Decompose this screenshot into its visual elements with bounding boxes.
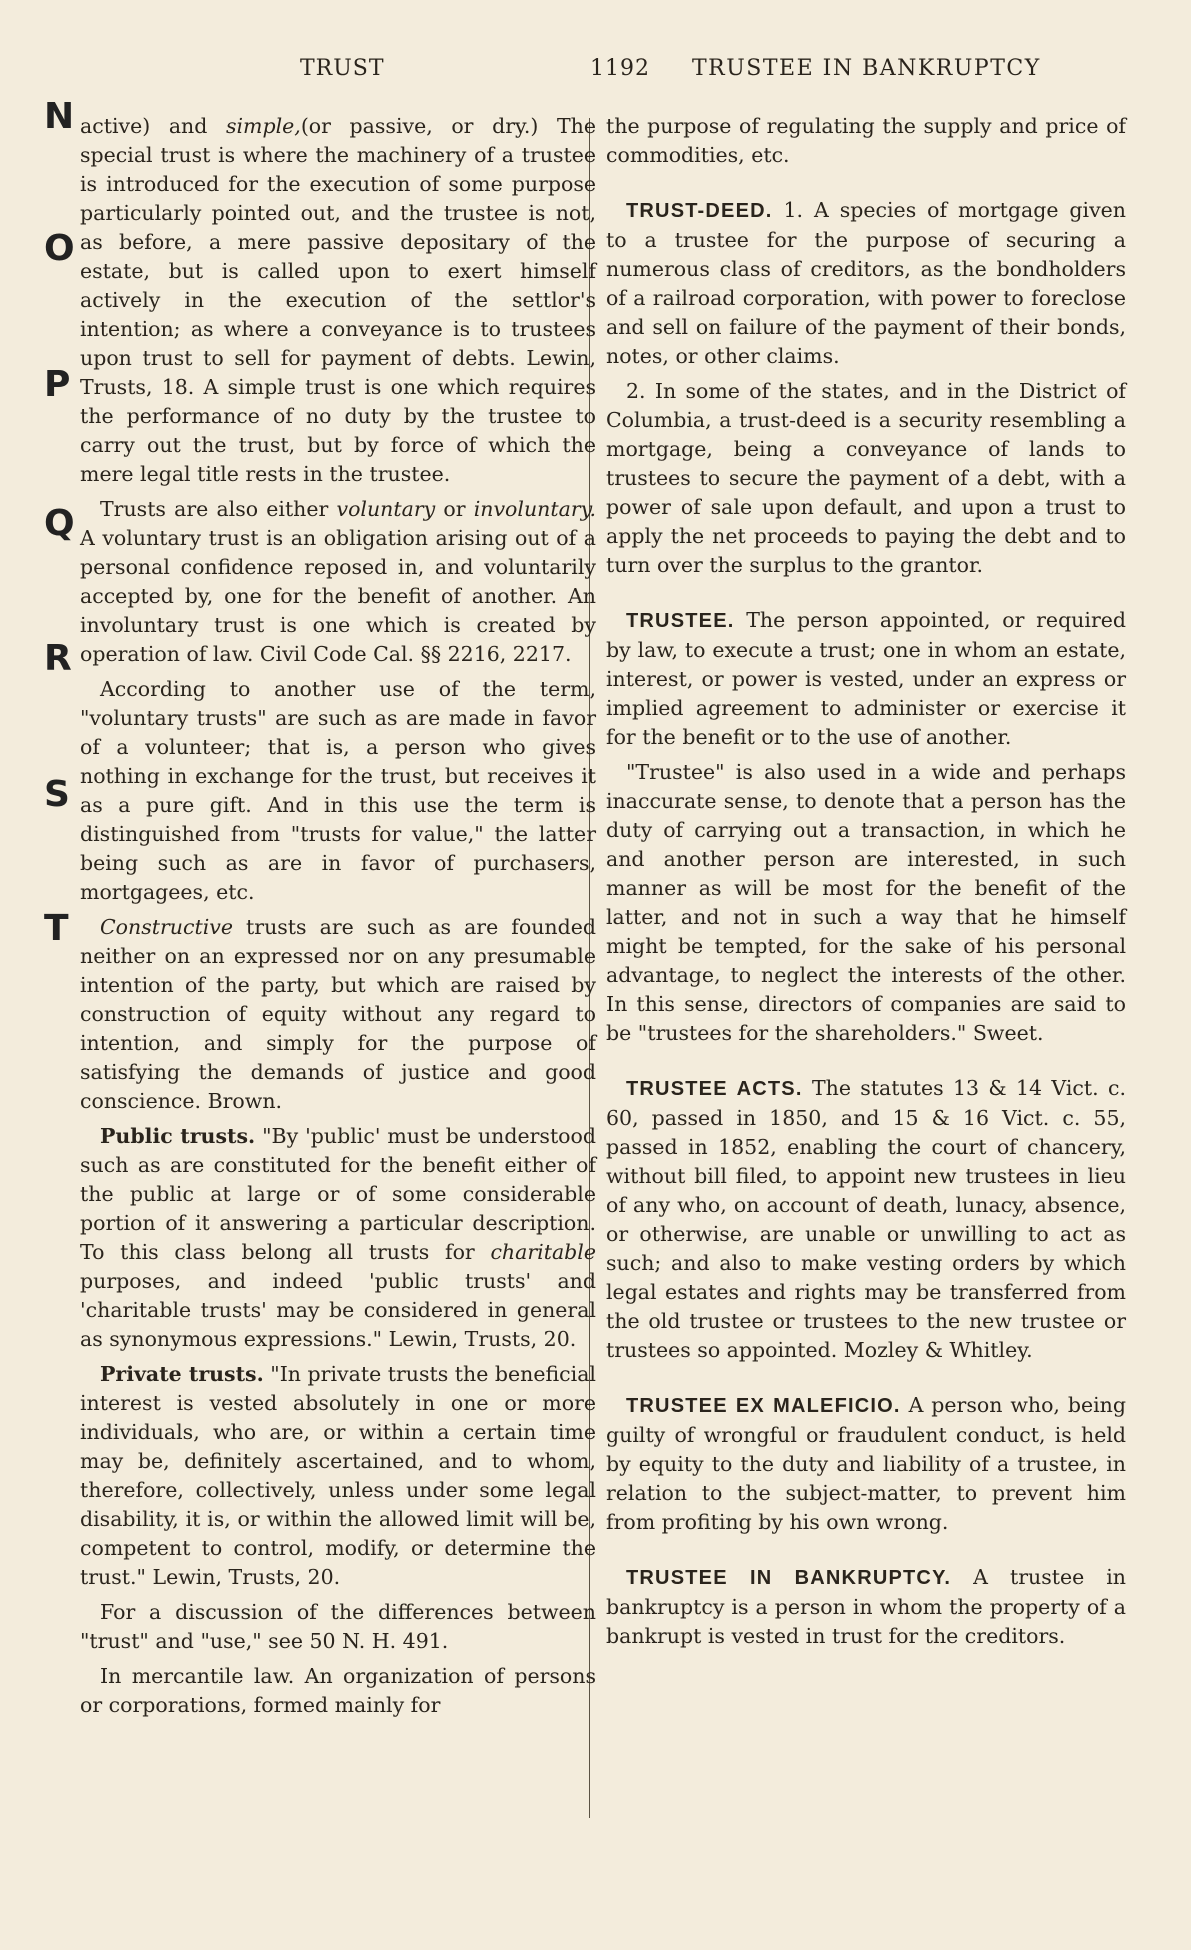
paragraph-constructive-trusts: Constructive trusts are such as are founded neither on an expressed nor on any presumable intention of the party, but which are raised by construction of equity without any regard to intention, and simply for the purpose of satisfying the demands of justice and good conscience. Brown. <box>80 915 596 1113</box>
page-number: 1192 <box>590 56 650 81</box>
headword-trust-deed: TRUST-DEED. <box>626 200 773 222</box>
thumb-index-letter[interactable]: O <box>44 228 75 269</box>
entry-trustee-acts: TRUSTEE ACTS. The statutes 13 & 14 Vict. c. 60, passed in 1850, and 15 & 16 Vict. c. 55, passed in 1852, enabling the court of chancery, without bill filed, to appoint new trustees in lieu of any who, on account of death, lunacy, absence, or otherwise, are unable or unwilling to act as such; and also to make vesting orders by which legal estates and rights may be transferred from the old trustee or trustees to the new trustee or trustees so appointed. Mozley & Whitley. <box>606 1076 1126 1362</box>
paragraph-special-trust: active) and simple,(or passive, or dry.) The special trust is where the machinery of a trustee is introduced for the execution of some purpose particularly pointed out, and the trustee is not, as before, a mere passive depositary of the estate, but is called upon to exert himself actively in the execution of the settlor's intention; as where a conveyance is to trustees upon trust to sell for payment of debts. Lewin, Trusts, 18. A simple trust is one which requires the performance of no duty by the trustee to carry out the trust, but by force of which the mere legal title rests in the trustee. <box>80 114 596 486</box>
headword-trustee-in-bankruptcy: TRUSTEE IN BANKRUPTCY. <box>626 1567 952 1589</box>
paragraph-public-trusts: Public trusts. "By 'public' must be understood such as are constituted for the benefit either of the public at large or of some considerable portion of it answering a particular description. To this class belong all trusts for charitable purposes, and indeed 'public trusts' and 'charitable trusts' may be considered in general as synonymous expressions." Lewin, Trusts, 20. <box>80 1124 596 1351</box>
entry-trust-deed-sense-2: 2. In some of the states, and in the District of Columbia, a trust-deed is a security resembling a mortgage, being a conveyance of lands to trustees to secure the payment of a debt, with a power of sale upon default, and upon a trust to apply the net proceeds to paying the debt and to turn over the surplus to the grantor. <box>606 379 1126 577</box>
header-right-guide-word: TRUSTEE IN BANKRUPTCY <box>692 56 1041 81</box>
subheading-public-trusts: Public trusts. <box>100 1124 256 1148</box>
paragraph-private-trusts: Private trusts. "In private trusts the beneficial interest is vested absolutely in one or more individuals, who are, or within a certain time may be, definitely ascertained, and to whom, therefore, collectively, unless under some legal disability, it is, or within the allowed limit will be, competent to control, modify, or determine the trust." Lewin, Trusts, 20. <box>80 1362 596 1589</box>
paragraph-mercantile-law: In mercantile law. An organization of persons or corporations, formed mainly for <box>80 1664 596 1717</box>
paragraph-volunteer: According to another use of the term, "voluntary trusts" are such as are made in favor of a volunteer; that is, a person who gives nothing in exchange for the trust, but receives it as a pure gift. And in this use the term is distinguished from "trusts for value," the latter being such as are in favor of purchasers, mortgagees, etc. <box>80 677 596 904</box>
page-header <box>0 56 1191 96</box>
thumb-index-letter[interactable]: P <box>44 364 71 405</box>
right-column <box>606 112 1126 1657</box>
paragraph-continuation: the purpose of regulating the supply and price of commodities, etc. <box>606 114 1126 167</box>
thumb-index-letter[interactable]: T <box>44 908 69 949</box>
headword-trustee: TRUSTEE. <box>626 610 735 632</box>
paragraph-voluntary-trusts: Trusts are also either voluntary or involuntary. A voluntary trust is an obligation arising out of a personal confidence reposed in, and voluntarily accepted by, one for the benefit of another. An involuntary trust is one which is created by operation of law. Civil Code Cal. §§ 2216, 2217. <box>80 497 596 666</box>
thumb-index-letter[interactable]: R <box>44 638 72 679</box>
entry-trustee: TRUSTEE. The person appointed, or required by law, to execute a trust; one in whom an estate, interest, or power is vested, under an express or implied agreement to administer or exercise it for the benefit or to the use of another. <box>606 608 1126 749</box>
headword-trustee-acts: TRUSTEE ACTS. <box>626 1078 803 1100</box>
thumb-index-letter[interactable]: S <box>44 774 70 815</box>
header-left-guide-word: TRUST <box>300 56 385 81</box>
left-column <box>80 112 596 1726</box>
subheading-private-trusts: Private trusts. <box>100 1362 264 1386</box>
entry-trustee-sense-2: "Trustee" is also used in a wide and perhaps inaccurate sense, to denote that a person has the duty of carrying out a transaction, in which he and another person are interested, in such manner as will be most for the benefit of the latter, and not in such a way that he himself might be tempted, for the sake of his personal advantage, to neglect the interests of the other. In this sense, directors of companies are said to be "trustees for the shareholders." Sweet. <box>606 760 1126 1045</box>
headword-trustee-ex-maleficio: TRUSTEE EX MALEFICIO. <box>626 1395 901 1417</box>
entry-trustee-in-bankruptcy: TRUSTEE IN BANKRUPTCY. A trustee in bankruptcy is a person in whom the property of a bankrupt is vested in trust for the creditors. <box>606 1565 1126 1648</box>
entry-trustee-ex-maleficio: TRUSTEE EX MALEFICIO. A person who, being guilty of wrongful or fraudulent conduct, is held by equity to the duty and liability of a trustee, in relation to the subject-matter, to prevent him from profiting by his own wrong. <box>606 1393 1126 1534</box>
entry-trust-deed: TRUST-DEED. 1. A species of mortgage given to a trustee for the purpose of securing a numerous class of creditors, as the bondholders of a railroad corporation, with power to foreclose and sell on failure of the payment of their bonds, notes, or other claims. <box>606 198 1126 368</box>
thumb-index-letter[interactable]: N <box>44 96 75 137</box>
thumb-index-letter[interactable]: Q <box>44 503 75 544</box>
paragraph-trust-use: For a discussion of the differences between "trust" and "use," see 50 N. H. 491. <box>80 1600 596 1653</box>
